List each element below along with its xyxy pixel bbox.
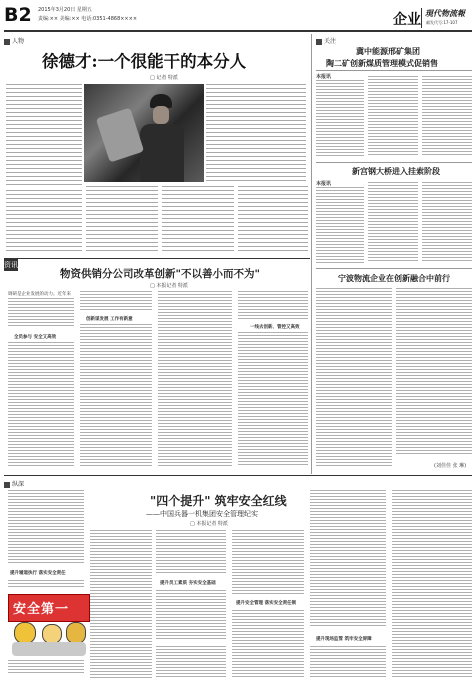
bridge-article-col3: [422, 182, 472, 265]
masthead-divider: [421, 8, 422, 28]
bottom-col5-bottom: [310, 646, 386, 680]
bottom-col3-bottom: [156, 646, 226, 680]
issue-meta-line-2: 责编:×× 美编:×× 电话:0351-4868××××: [38, 16, 138, 22]
bottom-col3-mid: [156, 590, 226, 642]
miner-body: [140, 124, 184, 182]
right-article-col3: [422, 76, 472, 158]
equipment: [96, 108, 144, 163]
right-headline-line2: 陶二矿创新煤质管理模式促销售: [326, 58, 438, 68]
bridge-article-col2: [368, 182, 418, 265]
issue-meta-line-1: 2015年3月20日 星期五: [38, 7, 92, 13]
supply-col1-top: [8, 298, 74, 330]
section-name: 企业: [393, 12, 421, 28]
section-tag-label: 纵深: [12, 481, 25, 488]
article-headline: 徐德才:一个很能干的本分人: [42, 52, 247, 71]
supply-section-tag: 资讯: [4, 261, 18, 269]
right-headline-line1: 冀中能源邢矿集团: [356, 46, 420, 56]
right-article-col1: [316, 80, 364, 158]
bottom-col3-top: [156, 530, 226, 576]
section-tag-marker-icon: [316, 39, 322, 45]
bottom-col1-bottom: [8, 660, 84, 680]
section-tag-marker-icon: [4, 482, 10, 488]
right-section-rule-1: [316, 162, 472, 163]
bottom-top-rule: [4, 475, 472, 476]
supply-top-rule: [4, 258, 310, 259]
bottom-headline: "四个提升" 筑牢安全红线: [150, 494, 287, 508]
article-body-col4: [238, 186, 308, 254]
section-tag-focus: [316, 36, 336, 45]
bottom-col4-top: [232, 530, 304, 596]
bottom-subhead-right: 提升现场监管 筑牢安全屏障: [316, 637, 372, 642]
right-article-lead: 本报讯: [316, 74, 332, 80]
supply-col3: [158, 291, 232, 470]
supply-col2-bottom: [80, 324, 152, 470]
supply-subhead-3: 一线去创新、管控又高效: [250, 325, 300, 330]
cartoon-figure-1: [14, 622, 36, 644]
bridge-headline: 新宫钢大桥进入挂索阶段: [352, 166, 440, 176]
section-tag-marker-icon: [4, 39, 10, 45]
bottom-subhead-mid-1: 提升员工素质 夯实安全基础: [160, 581, 216, 586]
article-body-col1-top: [6, 84, 82, 187]
bottom-col5-top: [310, 490, 386, 630]
cartoon-bodies: [12, 642, 86, 656]
bottom-subheadline: ——中国兵器一机集团安全管理纪实: [146, 510, 258, 518]
right-article-col2: [368, 76, 418, 158]
supply-subhead-2: 创新谋发展 工作有新意: [86, 317, 133, 322]
bottom-col4-bottom: [232, 610, 304, 680]
section-tag-label: 关注: [324, 38, 337, 45]
ningbo-signature: (刘佳佳 张 琳): [434, 463, 467, 469]
bottom-subhead-left: 提升辅道执行 落实安全责任: [10, 571, 66, 576]
supply-byline: □ 本报记者 特派: [150, 283, 188, 289]
section-tag-depth: [4, 479, 24, 488]
bottom-subhead-mid-2: 提升安全管理 落实安全责任制: [236, 601, 297, 606]
newspaper-name: 現代物流報: [425, 8, 465, 18]
right-section-rule-2: [316, 268, 472, 269]
supply-col4-bottom: [238, 332, 308, 470]
article-body-right-of-photo: [206, 84, 306, 182]
supply-col1-bottom: [8, 342, 74, 470]
ningbo-article-col1: [316, 288, 392, 468]
miner-face: [153, 106, 169, 124]
postal-code: 邮发代号:17-107: [426, 20, 458, 25]
bottom-byline: □ 本报记者 特派: [190, 521, 228, 527]
supply-col2-top: [80, 291, 152, 313]
bridge-article-lead: 本报讯: [316, 181, 332, 187]
miner-photo: [84, 84, 204, 182]
article-byline: □ 记者 特派: [150, 75, 178, 81]
supply-headline: 物资供销分公司改革创新"不以善小而不为": [60, 268, 260, 280]
column-divider: [311, 34, 312, 474]
cartoon-figures: [8, 622, 88, 658]
cartoon-figure-2: [42, 624, 62, 644]
page-number: B2: [4, 4, 32, 26]
supply-lead: 调研是企业发展的动力。近年来: [8, 292, 71, 297]
safety-sign-text: 安全第一: [13, 602, 70, 617]
ningbo-article-col2: [396, 288, 472, 458]
bottom-col1-top: [8, 490, 84, 566]
cartoon-figure-3: [66, 622, 86, 644]
supply-subhead-1: 全员参与 安全又高效: [14, 335, 57, 340]
article-body-col3: [162, 186, 234, 254]
bottom-col1-mid: [8, 580, 84, 592]
masthead-rule: [4, 30, 472, 32]
right-headline-rule: [316, 70, 472, 71]
bottom-col2: [90, 530, 152, 680]
article-body-col1-bottom: [6, 190, 82, 254]
bridge-article-col1: [316, 187, 364, 265]
section-tag-people: [4, 36, 24, 45]
safety-first-sign: [8, 594, 90, 622]
section-tag-label: 人物: [12, 38, 25, 45]
article-body-col2: [86, 186, 158, 254]
bottom-col6: [392, 490, 472, 680]
ningbo-headline: 宁波物流企业在创新融合中前行: [338, 273, 450, 283]
supply-col4-top: [238, 291, 308, 321]
